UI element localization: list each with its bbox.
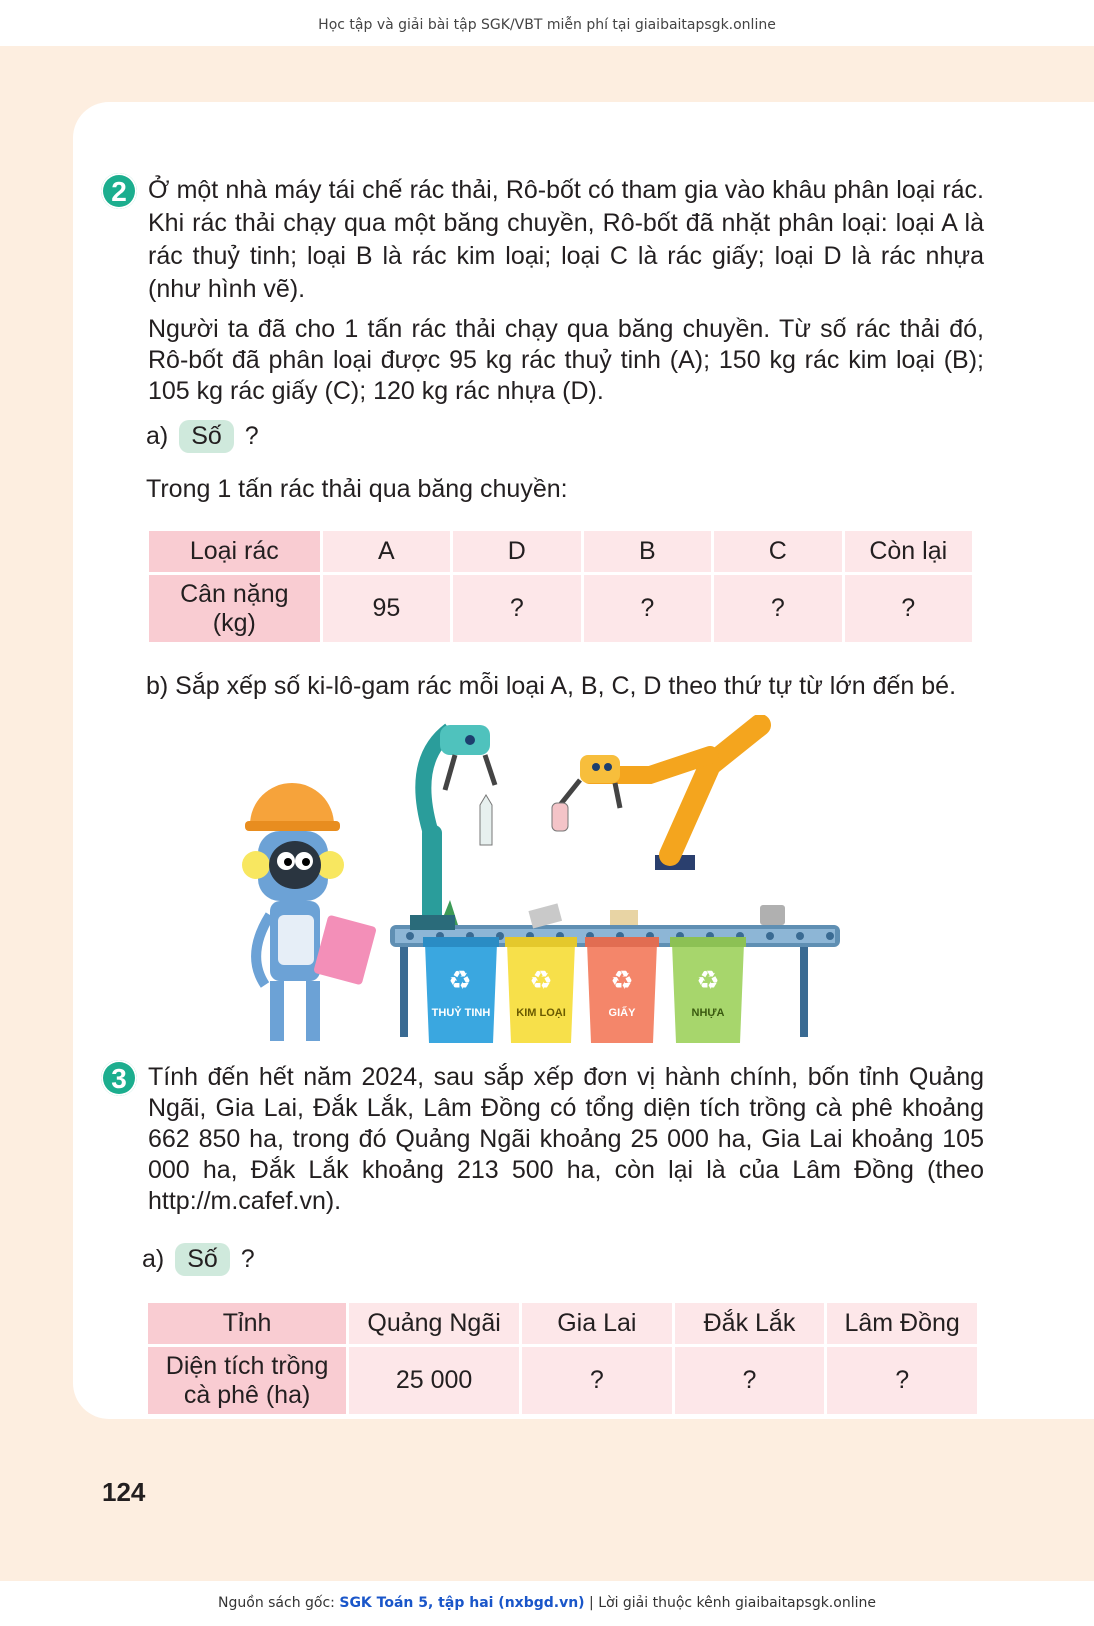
coffee-table-row-label bbox=[147, 1346, 348, 1416]
coffee-table-header: Gia Lai bbox=[521, 1302, 674, 1346]
coffee-table-header: Lâm Đồng bbox=[826, 1302, 979, 1346]
part-a-suffix: ? bbox=[244, 422, 259, 450]
bin-glass bbox=[423, 937, 499, 1043]
footer-source-link[interactable]: SGK Toán 5, tập hai (nxbgd.vn) bbox=[339, 1595, 585, 1611]
site-footer bbox=[0, 1581, 1094, 1626]
so-box: Số bbox=[175, 1243, 230, 1276]
row-label-line: Cân nặng bbox=[180, 579, 289, 608]
exercise-3-intro: Tính đến hết năm 2024, sau sắp xếp đơn vị hành chính, bốn tỉnh Quảng Ngãi, Gia Lai, Đắk Lắk, Lâm Đồng có tổng diện tích trồng cà phê khoảng 662 850 ha, trong đó Quảng Ngãi khoảng 25 000 ha, Gia Lai khoảng 105 000 ha, Đắk Lắk khoảng 213 500 ha, còn lại là của Lâm Đồng (theo http://m.cafef.vn). bbox=[148, 1063, 984, 1215]
svg-text:♻: ♻ bbox=[610, 965, 634, 995]
waste-table-cell: ? bbox=[582, 574, 712, 644]
blue-robot-character bbox=[242, 783, 377, 1041]
waste-table-header: Còn lại bbox=[843, 530, 974, 574]
bin-label: NHỰA bbox=[691, 1007, 725, 1019]
exercise-3-badge: 3 bbox=[101, 1060, 137, 1096]
exercise-2-intro: Ở một nhà máy tái chế rác thải, Rô-bốt có tham gia vào khâu phân loại rác. Khi rác thải chạy qua một băng chuyền, Rô-bốt đã nhặt phân loại: loại A là rác thuỷ tinh; loại B là rác kim loại; loại C là rác giấy; loại D là rác nhựa (như hình vẽ). bbox=[148, 176, 984, 303]
waste-table-cell: ? bbox=[452, 574, 582, 644]
part-a-prefix: a) bbox=[142, 1245, 165, 1273]
part-a-suffix: ? bbox=[240, 1245, 255, 1273]
svg-text:♻: ♻ bbox=[529, 965, 553, 995]
bin-label: THUỶ TINH bbox=[431, 1007, 491, 1019]
footer-prefix: Nguồn sách gốc: bbox=[218, 1595, 335, 1611]
exercise-2-badge: 2 bbox=[101, 173, 137, 209]
coffee-table-header: Quảng Ngãi bbox=[348, 1302, 521, 1346]
bin-label: KIM LOẠI bbox=[516, 1007, 566, 1019]
coffee-table-header: Đắk Lắk bbox=[673, 1302, 826, 1346]
site-header bbox=[0, 0, 1094, 46]
waste-table-header: C bbox=[713, 530, 843, 574]
waste-table-header: Loại rác bbox=[148, 530, 322, 574]
footer-suffix: | Lời giải thuộc kênh giaibaitapsgk.online bbox=[589, 1595, 876, 1611]
waste-table-cell: ? bbox=[713, 574, 843, 644]
bin-label: GIẤY bbox=[608, 1007, 636, 1019]
coffee-table-cell: ? bbox=[673, 1346, 826, 1416]
waste-table-row-label bbox=[148, 574, 322, 644]
waste-table-cell: ? bbox=[843, 574, 974, 644]
waste-table bbox=[146, 528, 975, 645]
orange-robot-arm bbox=[552, 725, 760, 870]
teal-robot-arm bbox=[410, 725, 495, 930]
exercise-2-table-caption: Trong 1 tấn rác thải qua băng chuyền: bbox=[146, 475, 568, 503]
exercise-2-part-b: b) Sắp xếp số ki-lô-gam rác mỗi loại A, B, C, D theo thứ tự từ lớn đến bé. bbox=[146, 672, 957, 700]
waste-table-header: A bbox=[321, 530, 451, 574]
waste-table-header: D bbox=[452, 530, 582, 574]
so-box: Số bbox=[179, 420, 234, 453]
coffee-table-cell: ? bbox=[521, 1346, 674, 1416]
recycling-illustration bbox=[240, 715, 880, 1060]
coffee-table-cell: ? bbox=[826, 1346, 979, 1416]
exercise-2-part-a bbox=[146, 420, 259, 453]
site-header-text: Học tập và giải bài tập SGK/VBT miễn phí tại giaibaitapsgk.online bbox=[318, 17, 776, 33]
part-a-prefix: a) bbox=[146, 422, 169, 450]
coffee-table-cell: 25 000 bbox=[348, 1346, 521, 1416]
svg-text:♻: ♻ bbox=[448, 965, 472, 995]
exercise-2-data: Người ta đã cho 1 tấn rác thải chạy qua băng chuyền. Từ số rác thải đó, Rô-bốt đã phân loại được 95 kg rác thuỷ tinh (A); 150 kg rác kim loại (B); 105 kg rác giấy (C); 120 kg rác nhựa (D). bbox=[148, 315, 984, 405]
exercise-3-part-a bbox=[142, 1243, 255, 1276]
coffee-area-table bbox=[145, 1300, 980, 1417]
waste-table-header: B bbox=[582, 530, 712, 574]
waste-table-cell: 95 bbox=[321, 574, 451, 644]
bin-plastic bbox=[670, 937, 746, 1043]
bin-metal bbox=[505, 937, 577, 1043]
bin-paper bbox=[585, 937, 659, 1043]
row-label-line: cà phê (ha) bbox=[183, 1380, 311, 1409]
svg-text:♻: ♻ bbox=[696, 965, 720, 995]
coffee-table-header: Tỉnh bbox=[147, 1302, 348, 1346]
row-label-line: (kg) bbox=[212, 608, 256, 637]
row-label-line: Diện tích trồng bbox=[165, 1351, 329, 1380]
page-number: 124 bbox=[102, 1477, 146, 1507]
